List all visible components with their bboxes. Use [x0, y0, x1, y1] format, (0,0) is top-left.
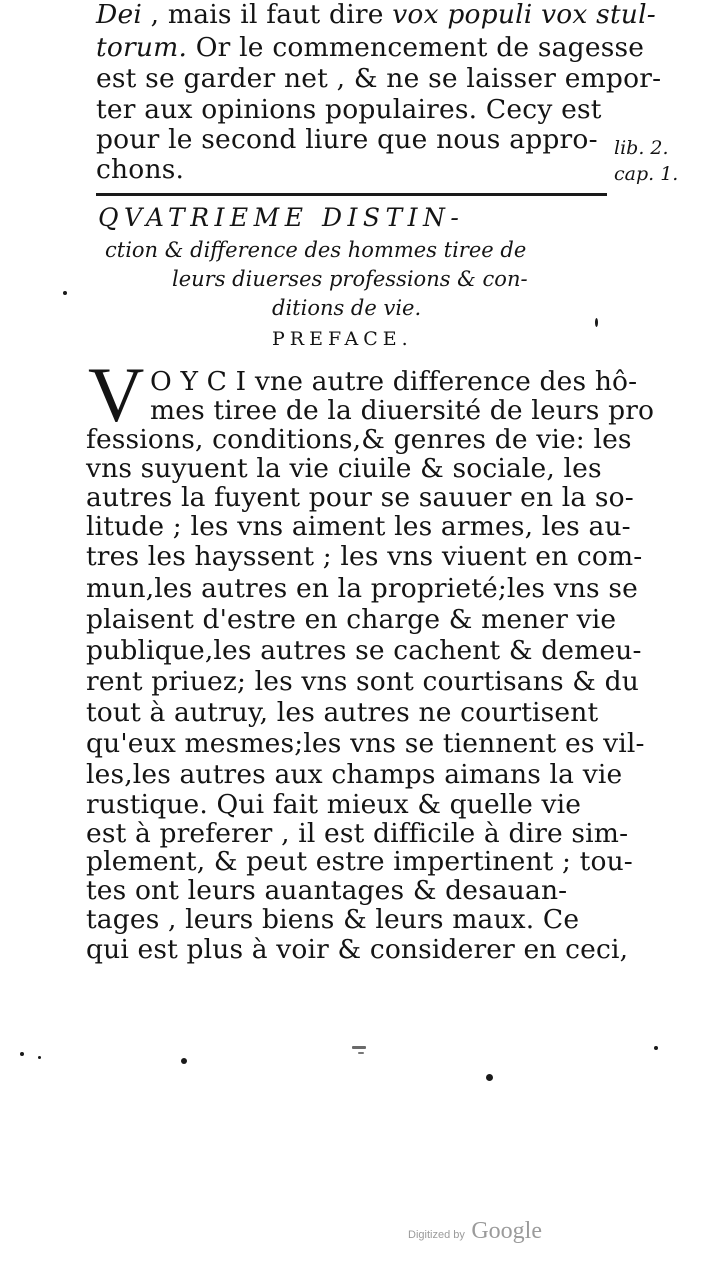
margin-note-line: cap. 1.	[614, 163, 679, 185]
margin-note-line: lib. 2.	[614, 137, 669, 159]
ink-speck	[63, 291, 67, 295]
ink-speck	[38, 1056, 41, 1059]
ink-speck	[486, 1074, 493, 1081]
text-line: publique,les autres se cachent & demeu-	[86, 635, 642, 666]
text-line: vns suyuent la vie ciuile & sociale, les	[86, 453, 602, 484]
digitized-watermark	[408, 1218, 542, 1245]
text-line: Dei , mais il faut dire vox populi vox stul-	[96, 0, 656, 30]
text-line: pour le second liure que nous appro-	[96, 124, 598, 155]
text-line: ter aux opinions populaires. Cecy est	[96, 94, 602, 125]
text-line: O Y C I vne autre difference des hô-	[150, 366, 638, 397]
section-heading: ction & difference des hommes tiree de	[105, 238, 527, 262]
text-line: mes tiree de la diuersité de leurs pro	[150, 395, 655, 426]
ink-speck	[20, 1052, 24, 1056]
text-line: mun,les autres en la proprieté;les vns se	[86, 573, 638, 604]
google-brand: Google	[471, 1218, 542, 1244]
text-line: plaisent d'estre en charge & mener vie	[86, 604, 617, 635]
text-line: rustique. Qui fait mieux & quelle vie	[86, 789, 582, 820]
text-line: plement, & peut estre impertinent ; tou-	[86, 846, 633, 877]
digitized-label: Digitized by	[408, 1229, 465, 1241]
text-line: fessions, conditions,& genres de vie: les	[86, 424, 632, 455]
preface-title: PREFACE.	[272, 328, 413, 350]
text-line: chons.	[96, 154, 185, 185]
text-line: qu'eux mesmes;les vns se tiennent es vil-	[86, 728, 645, 759]
text-line: autres la fuyent pour se sauuer en la so-	[86, 482, 634, 513]
text-line: tes ont leurs auantages & desauan-	[86, 875, 568, 906]
text-line: est à preferer , il est difficile à dire sim-	[86, 818, 629, 849]
text-line: tages , leurs biens & leurs maux. Ce	[86, 904, 580, 935]
text-line: tres les hayssent ; les vns viuent en com-	[86, 541, 643, 572]
text-line: les,les autres aux champs aimans la vie	[86, 759, 623, 790]
section-heading: QVATRIEME DISTIN-	[98, 203, 465, 232]
text-line: torum. Or le commencement de sagesse	[96, 32, 645, 63]
ink-speck	[181, 1058, 187, 1064]
ink-speck	[352, 1046, 366, 1049]
text-line: qui est plus à voir & considerer en ceci,	[86, 934, 629, 965]
text-line: litude ; les vns aiment les armes, les au-	[86, 511, 631, 542]
text-line: rent priuez; les vns sont courtisans & du	[86, 666, 639, 697]
text-line: tout à autruy, les autres ne courtisent	[86, 697, 599, 728]
section-rule	[96, 193, 607, 196]
text-line: est se garder net , & ne se laisser empor-	[96, 63, 662, 94]
ink-speck	[595, 318, 598, 327]
ink-speck	[654, 1046, 658, 1050]
ink-speck	[358, 1052, 364, 1054]
drop-cap: V	[88, 351, 145, 438]
section-heading: leurs diuerses professions & con-	[172, 267, 528, 291]
section-heading: ditions de vie.	[272, 296, 422, 320]
